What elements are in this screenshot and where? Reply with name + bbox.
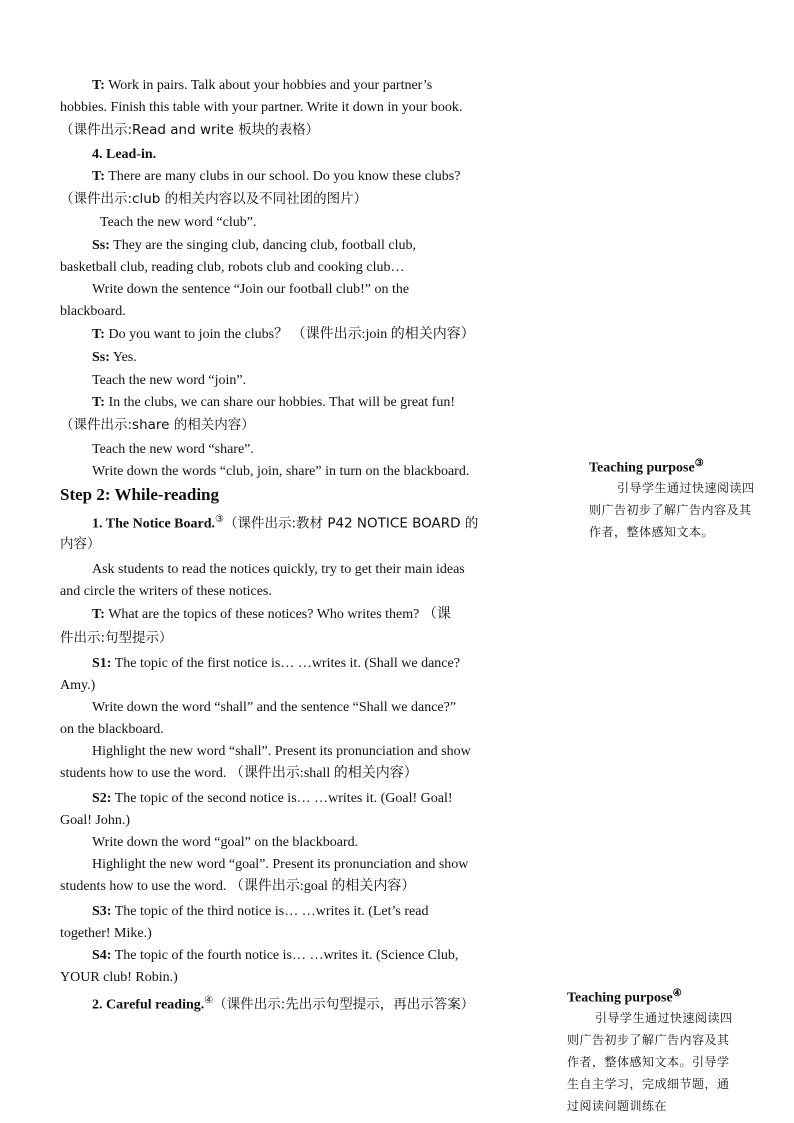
line: hobbies. Finish this table with your partner. Write it down in your book. <box>60 100 463 115</box>
speaker-label: S3: <box>92 904 112 919</box>
line: students how to use the word. （课件出示:goal 的相关内容） <box>60 879 416 894</box>
subsection-heading: 2. Careful reading. <box>92 997 205 1013</box>
note-title <box>589 458 761 477</box>
speaker-label: T: <box>92 327 105 342</box>
line: Goal! John.) <box>60 813 130 828</box>
line: Write down the words “club, join, share” in turn on the blackboard. <box>92 464 470 479</box>
speaker-label: S4: <box>92 948 112 963</box>
line <box>92 394 455 412</box>
speaker-label: T: <box>92 607 105 622</box>
line <box>92 237 416 255</box>
line: students how to use the word. （课件出示:shall 的相关内容） <box>60 766 418 781</box>
line: basketball club, reading club, robots club and cooking club… <box>60 260 405 275</box>
footnote-mark: ③ <box>215 514 224 525</box>
line <box>92 511 478 534</box>
speaker-label: S2: <box>92 791 112 806</box>
line <box>92 655 460 673</box>
line-text: What are the topics of these notices? Who writes them? （课 <box>104 607 451 622</box>
speaker-label: T: <box>92 169 105 184</box>
line: on the blackboard. <box>60 722 164 737</box>
line: YOUR club! Robin.) <box>60 970 178 985</box>
note-title <box>567 988 739 1007</box>
step-heading: Step 2: While-reading <box>60 485 219 504</box>
line: Teach the new word “join”. <box>92 373 247 388</box>
line-text: The topic of the fourth notice is… …writes it. (Science Club, <box>111 948 459 963</box>
line: Ask students to read the notices quickly, try to get their main ideas <box>92 562 465 577</box>
line-text: The topic of the third notice is… …writes it. (Let’s read <box>111 904 429 919</box>
speaker-label: T: <box>92 395 105 410</box>
speaker-label: Ss: <box>92 350 110 365</box>
line-text: The topic of the second notice is… …writes it. (Goal! Goal! <box>111 791 453 806</box>
line: Write down the sentence “Join our football club!” on the <box>92 282 410 297</box>
speaker-label: Ss: <box>92 238 110 253</box>
line-text: The topic of the first notice is… …writes it. (Shall we dance? <box>111 656 460 671</box>
line: blackboard. <box>60 304 126 319</box>
section-heading: 4. Lead-in. <box>92 147 157 162</box>
line <box>92 606 451 624</box>
line: Teach the new word “club”. <box>100 215 257 230</box>
footnote-mark: ④ <box>672 988 682 999</box>
note-title-text: Teaching purpose <box>589 460 695 476</box>
line <box>92 326 475 344</box>
line: Highlight the new word “goal”. Present its pronunciation and show <box>92 857 469 872</box>
line-text: They are the singing club, dancing club, football club, <box>109 238 417 253</box>
line: Highlight the new word “shall”. Present its pronunciation and show <box>92 744 471 759</box>
line <box>92 349 137 367</box>
line: Teach the new word “share”. <box>92 442 254 457</box>
teaching-purpose-note <box>589 458 761 543</box>
line <box>92 992 474 1015</box>
line-text: Work in pairs. Talk about your hobbies and your partner’s <box>104 78 433 93</box>
speaker-label: T: <box>92 78 105 93</box>
line: 件出示:句型提示） <box>60 630 173 646</box>
line: Amy.) <box>60 678 96 693</box>
line-text: There are many clubs in our school. Do you know these clubs? <box>104 169 461 184</box>
line <box>92 168 460 186</box>
teaching-purpose-note <box>567 988 739 1117</box>
subsection-heading: 1. The Notice Board. <box>92 516 216 532</box>
footnote-mark: ③ <box>694 458 704 469</box>
line-text: Do you want to join the clubs？ （课件出示:join 的相关内容） <box>104 327 475 342</box>
line: and circle the writers of these notices. <box>60 584 272 599</box>
note-title-text: Teaching purpose <box>567 990 673 1006</box>
line-text: Yes. <box>109 350 137 365</box>
line: together! Mike.) <box>60 926 152 941</box>
line-text: （课件出示:教材 P42 NOTICE BOARD 的 <box>223 515 479 532</box>
speaker-label: S1: <box>92 656 112 671</box>
line: （课件出示:share 的相关内容） <box>60 417 255 433</box>
note-body: 引导学生通过快速阅读四则广告初步了解广告内容及其作者，整体感知文本。引导学生自主学习，完成细节题，通过阅读问题训练在 <box>567 1010 733 1113</box>
note-body: 引导学生通过快速阅读四则广告初步了解广告内容及其作者，整体感知文本。 <box>589 480 755 539</box>
line-text: In the clubs, we can share our hobbies. That will be great fun! <box>104 395 455 410</box>
line <box>92 903 428 921</box>
footnote-mark: ④ <box>204 995 214 1006</box>
line <box>92 947 458 965</box>
line: （课件出示:club 的相关内容以及不同社团的图片） <box>60 191 368 207</box>
line <box>92 790 453 808</box>
line <box>92 77 432 95</box>
line: Write down the word “goal” on the blackboard. <box>92 835 359 850</box>
line: 内容） <box>60 536 101 552</box>
line: Write down the word “shall” and the sentence “Shall we dance?” <box>92 700 457 715</box>
line-text: （课件出示:先出示句型提示，再出示答案） <box>213 996 475 1013</box>
line: （课件出示:Read and write 板块的表格） <box>60 122 320 138</box>
